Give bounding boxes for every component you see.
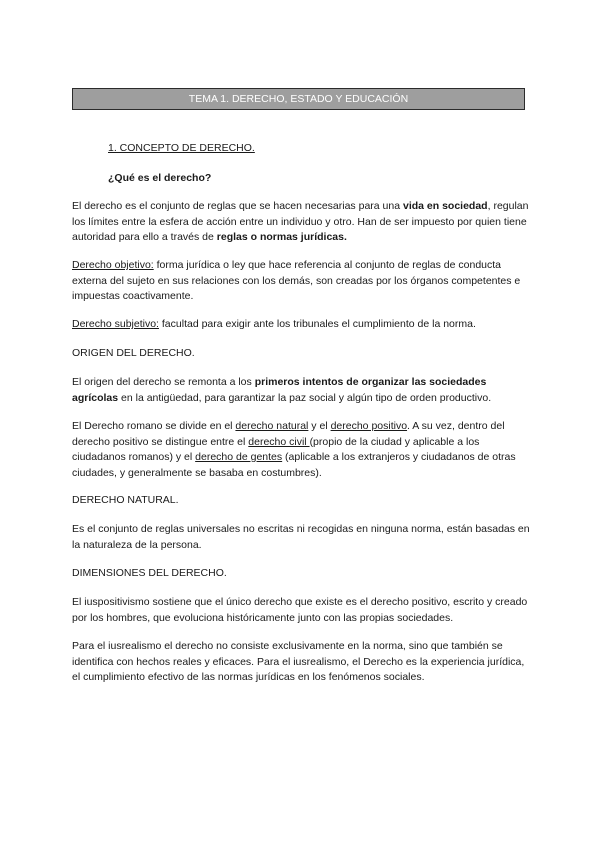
paragraph-derecho-subjetivo bbox=[72, 317, 530, 333]
text-run: El origen del derecho se remonta a los bbox=[72, 376, 255, 388]
bold-primeros-intentos: primeros intentos de organizar las sociedades agrícolas bbox=[72, 376, 487, 404]
chapter-banner: TEMA 1. DERECHO, ESTADO Y EDUCACIÓN bbox=[72, 88, 525, 110]
section-heading-natural: DERECHO NATURAL. bbox=[72, 494, 179, 506]
text-run: El Derecho romano se divide en el bbox=[72, 420, 236, 432]
text-run: facultad para exigir ante los tribunales el cumplimiento de la norma. bbox=[158, 318, 476, 330]
paragraph-iusrealismo: Para el iusrealismo el derecho no consiste exclusivamente en la norma, sino que también se identifica con hechos reales y eficaces. Para el iusrealismo, el Derecho es la experiencia jurídica, el cumplimiento efectivo de las normas jurídicas en los fenómenos sociales. bbox=[72, 640, 525, 683]
paragraph-derecho-romano bbox=[72, 419, 530, 481]
term-derecho-de-gentes: derecho de gentes bbox=[195, 451, 283, 463]
term-derecho-objetivo: Derecho objetivo: bbox=[72, 259, 154, 271]
paragraph-derecho-objetivo bbox=[72, 258, 530, 305]
text-run: El derecho es el conjunto de reglas que se hacen necesarias para una bbox=[72, 200, 403, 212]
paragraph-origen bbox=[72, 375, 530, 406]
section-heading-concepto: 1. CONCEPTO DE DERECHO. bbox=[108, 142, 255, 154]
text-run: en la antigüedad, para garantizar la paz social y algún tipo de orden productivo. bbox=[118, 391, 492, 404]
text-run: y el bbox=[308, 420, 331, 432]
term-derecho-civil: derecho civil bbox=[248, 435, 310, 448]
term-derecho-natural: derecho natural bbox=[235, 420, 309, 432]
text-run: , regulan los límites entre la esfera de acción entre un individuo y otro. Han de ser impuesto por quien tiene autoridad para ello a través de bbox=[72, 200, 529, 243]
text-run: (aplicable a los extranjeros y ciudadanos de otras ciudades, y generalmente se basaba en costumbres). bbox=[72, 451, 516, 479]
paragraph-natural: Es el conjunto de reglas universales no escritas ni recogidas en ninguna norma, están basadas en la naturaleza de la persona. bbox=[72, 523, 530, 551]
section-heading-origen: ORIGEN DEL DERECHO. bbox=[72, 347, 195, 359]
bold-reglas-normas: reglas o normas jurídicas. bbox=[216, 231, 347, 243]
text-run: (propio de la ciudad y aplicable a los ciudadanos romanos) y el bbox=[72, 435, 480, 463]
text-run: forma jurídica o ley que hace referencia al conjunto de reglas de conducta externa del sujeto en sus relaciones con los demás, son creadas por los órganos competentes e impuestas coactivamente. bbox=[72, 259, 521, 302]
question-heading: ¿Qué es el derecho? bbox=[108, 172, 212, 184]
paragraph-definicion bbox=[72, 199, 530, 246]
paragraph-iuspositivismo: El iuspositivismo sostiene que el único derecho que existe es el derecho positivo, escrito y creado por los hombres, que evoluciona históricamente junto con las propias sociedades. bbox=[72, 596, 528, 624]
section-heading-dimensiones: DIMENSIONES DEL DERECHO. bbox=[72, 567, 227, 579]
term-derecho-subjetivo: Derecho subjetivo: bbox=[72, 318, 159, 330]
text-run: . A su vez, dentro del derecho positivo se distingue entre el bbox=[72, 420, 505, 448]
bold-vida-en-sociedad: vida en sociedad bbox=[402, 200, 488, 212]
term-derecho-positivo: derecho positivo bbox=[330, 420, 408, 432]
